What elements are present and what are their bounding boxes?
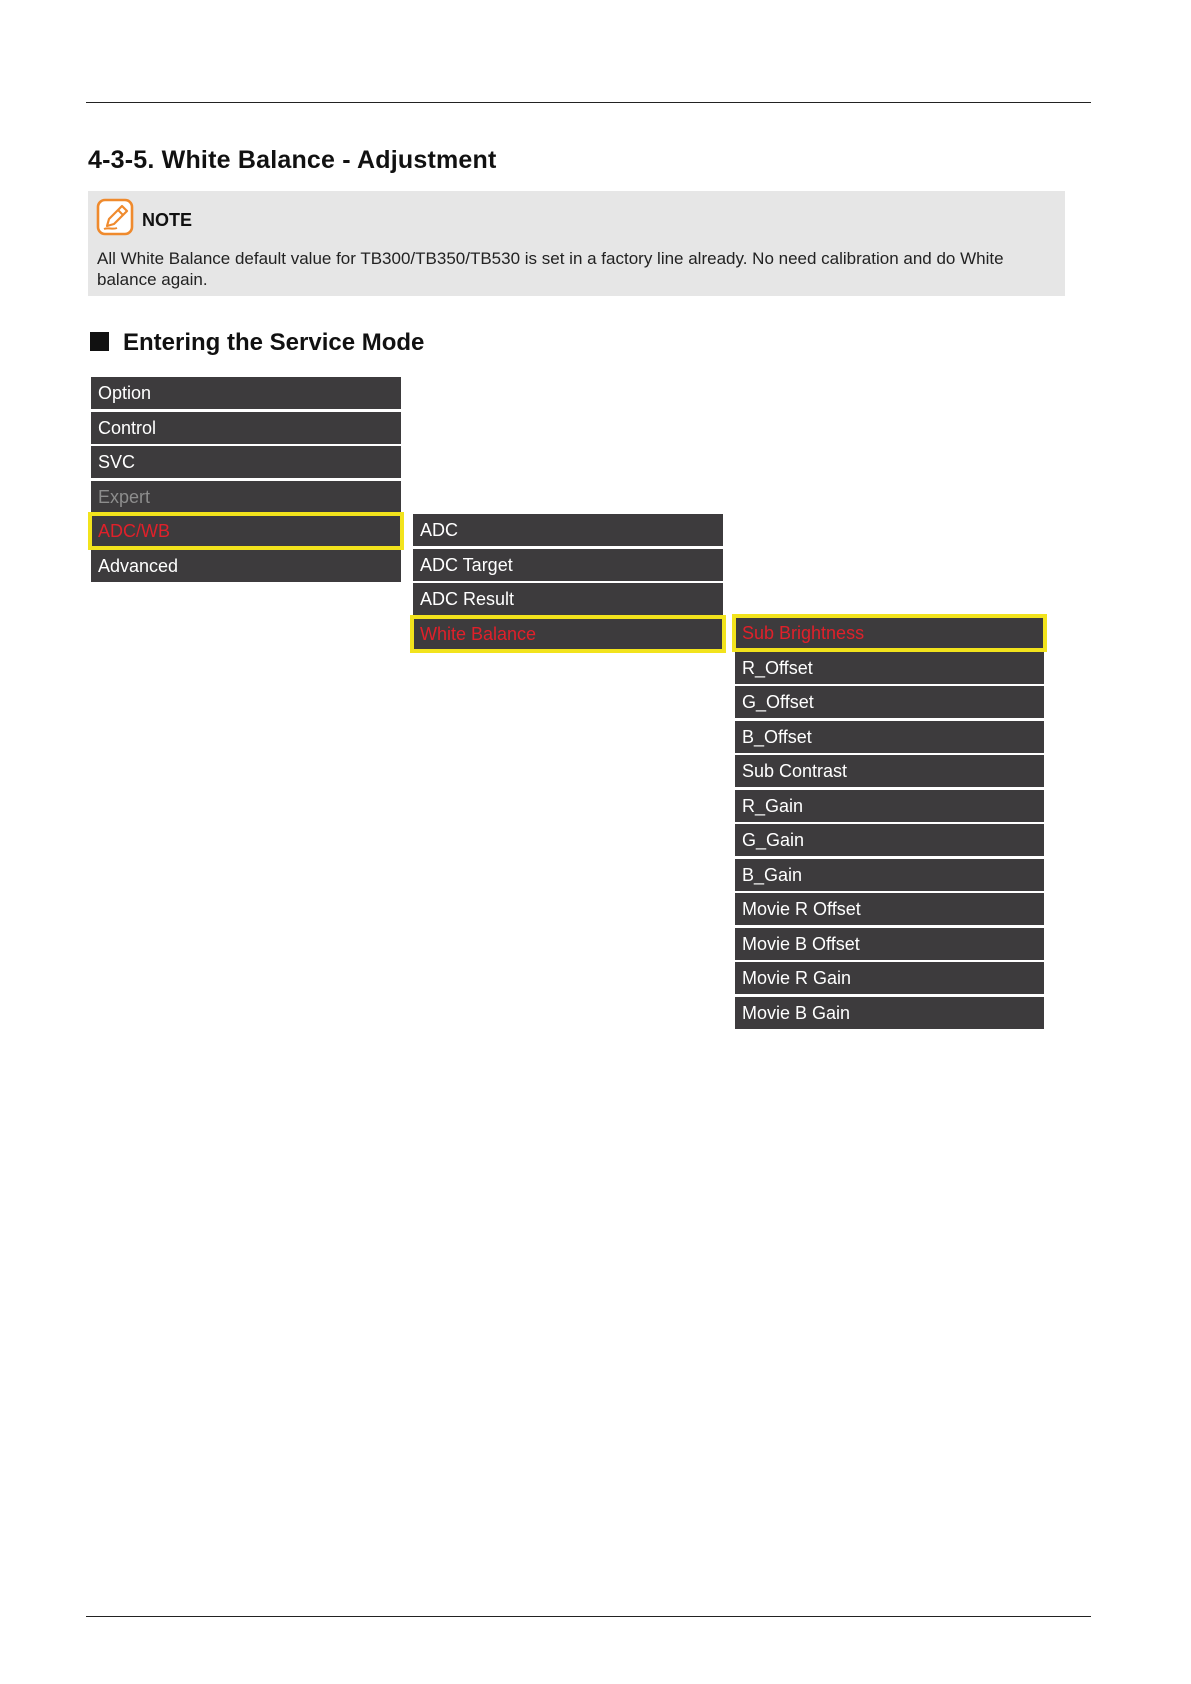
menu-item-adc[interactable]: ADC (413, 514, 723, 546)
note-label: NOTE (142, 210, 193, 230)
section-title: Entering the Service Mode (123, 329, 425, 356)
section-heading (90, 329, 424, 357)
note-text: All White Balance default value for TB300/TB350/TB530 is set in a factory line already. No need calibration and do White balance again. (97, 249, 1004, 289)
menu-item-sub-contrast[interactable]: Sub Contrast (735, 755, 1044, 787)
menu-item-svc[interactable]: SVC (91, 446, 401, 478)
menu-item-adc-wb[interactable]: ADC/WB (91, 515, 401, 547)
menu-item-b-gain[interactable]: B_Gain (735, 859, 1044, 891)
menu-item-r-gain[interactable]: R_Gain (735, 790, 1044, 822)
page-title: 4-3-5. White Balance - Adjustment (88, 146, 497, 174)
menu-item-option[interactable]: Option (91, 377, 401, 409)
menu-item-b-offset[interactable]: B_Offset (735, 721, 1044, 753)
menu-item-white-balance[interactable]: White Balance (413, 618, 723, 650)
menu-item-movie-r-gain[interactable]: Movie R Gain (735, 962, 1044, 994)
square-bullet-icon (90, 332, 109, 351)
note-box (88, 191, 1065, 296)
pencil-note-icon (96, 198, 134, 236)
service-menu-level-2 (413, 514, 723, 652)
menu-item-movie-b-offset[interactable]: Movie B Offset (735, 928, 1044, 960)
menu-item-adc-target[interactable]: ADC Target (413, 549, 723, 581)
footer-rule (86, 1616, 1091, 1617)
menu-item-movie-b-gain[interactable]: Movie B Gain (735, 997, 1044, 1029)
menu-item-r-offset[interactable]: R_Offset (735, 652, 1044, 684)
menu-item-control[interactable]: Control (91, 412, 401, 444)
menu-item-expert[interactable]: Expert (91, 481, 401, 513)
service-menu-level-3 (735, 617, 1044, 1031)
header-rule (86, 102, 1091, 103)
menu-item-g-offset[interactable]: G_Offset (735, 686, 1044, 718)
menu-item-advanced[interactable]: Advanced (91, 550, 401, 582)
menu-item-adc-result[interactable]: ADC Result (413, 583, 723, 615)
service-menu-level-1 (91, 377, 401, 584)
menu-item-sub-brightness[interactable]: Sub Brightness (735, 617, 1044, 649)
menu-item-g-gain[interactable]: G_Gain (735, 824, 1044, 856)
menu-item-movie-r-offset[interactable]: Movie R Offset (735, 893, 1044, 925)
